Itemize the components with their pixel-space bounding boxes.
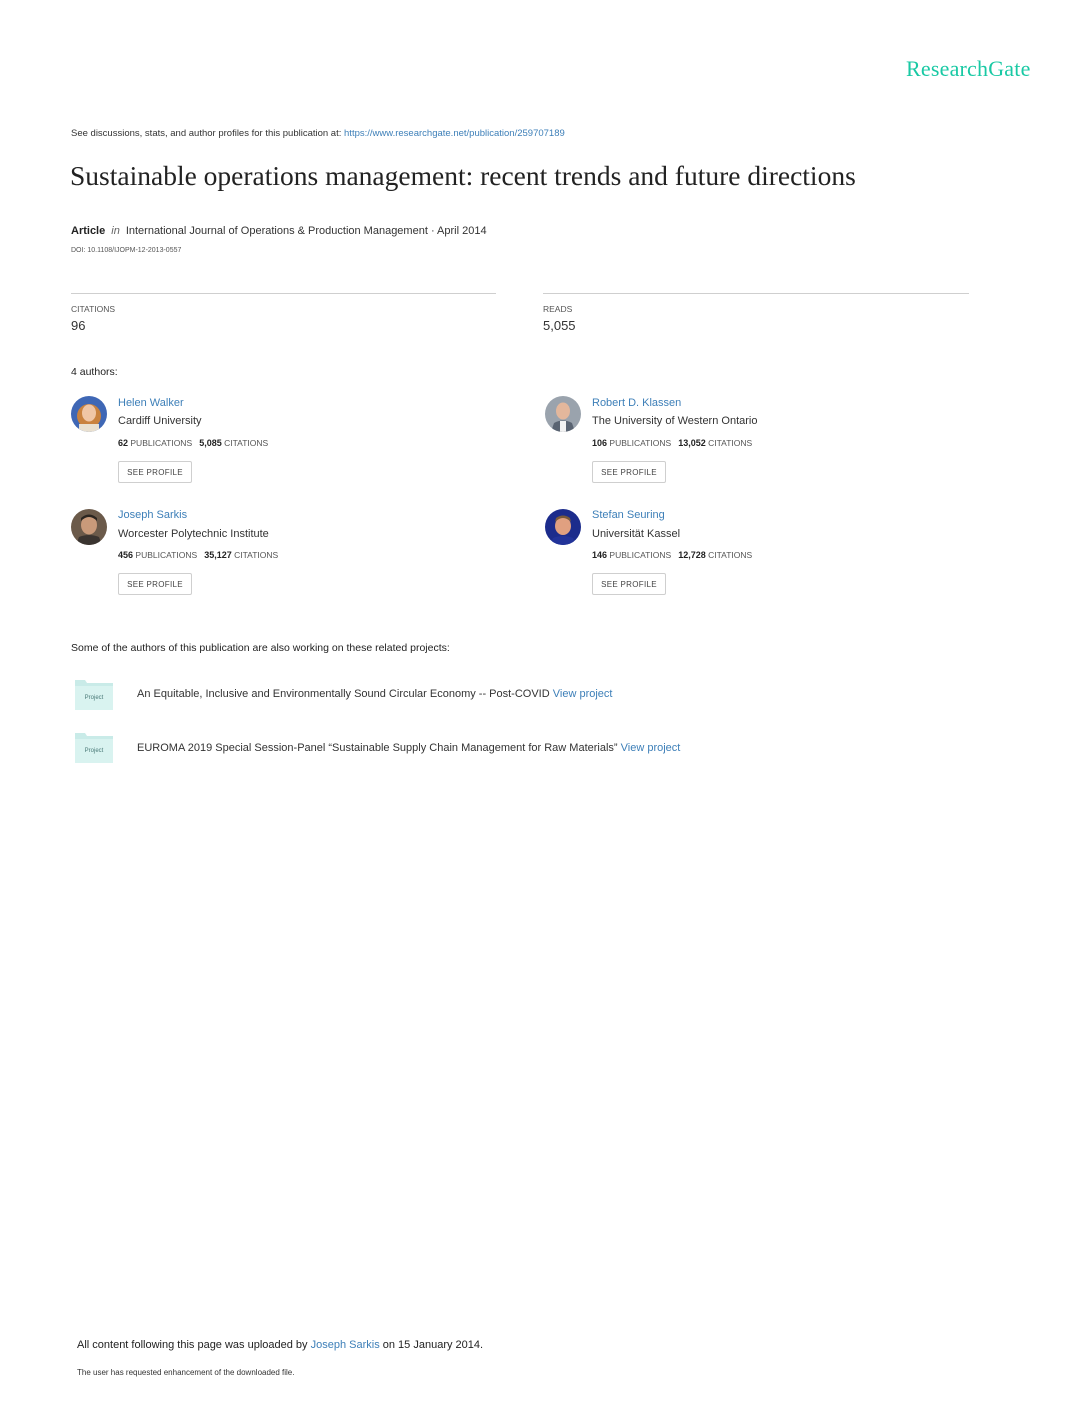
doi: DOI: 10.1108/IJOPM-12-2013-0557 xyxy=(71,247,182,254)
person-avatar-icon[interactable] xyxy=(545,509,581,545)
publications-label: PUBLICATIONS xyxy=(609,438,672,448)
person-avatar-icon[interactable] xyxy=(71,509,107,545)
person-avatar-icon[interactable] xyxy=(71,396,107,432)
author-name-link[interactable]: Stefan Seuring xyxy=(592,509,665,521)
publication-url-link[interactable]: https://www.researchgate.net/publication/259707189 xyxy=(344,128,565,139)
author-stats xyxy=(118,550,278,560)
publications-count: 146 xyxy=(592,550,608,560)
project-item xyxy=(137,688,612,700)
authors-header: 4 authors: xyxy=(71,366,118,378)
reads-divider xyxy=(543,293,969,294)
author-stats xyxy=(118,438,268,448)
person-avatar-icon[interactable] xyxy=(545,396,581,432)
publications-label: PUBLICATIONS xyxy=(135,550,198,560)
publication-type: Article xyxy=(71,225,106,237)
related-projects-header: Some of the authors of this publication are also working on these related projects: xyxy=(71,642,450,654)
publications-label: PUBLICATIONS xyxy=(130,438,193,448)
uploader-link[interactable]: Joseph Sarkis xyxy=(310,1339,380,1351)
see-profile-button[interactable]: SEE PROFILE xyxy=(592,573,666,595)
citations-label: CITATIONS xyxy=(71,304,116,314)
author-name-link[interactable]: Helen Walker xyxy=(118,397,184,409)
view-project-link[interactable]: View project xyxy=(552,688,613,700)
citations-divider xyxy=(71,293,496,294)
project-title: An Equitable, Inclusive and Environmentally Sound Circular Economy -- Post-COVID xyxy=(137,688,553,700)
publication-meta xyxy=(71,225,487,237)
project-icon-label: Project xyxy=(84,748,104,754)
enhancement-note: The user has requested enhancement of the downloaded file. xyxy=(77,1368,295,1377)
upload-suffix: on 15 January 2014. xyxy=(379,1339,484,1351)
citations-value: 96 xyxy=(71,318,86,333)
author-name-link[interactable]: Robert D. Klassen xyxy=(592,397,682,409)
upload-prefix: All content following this page was uploaded by xyxy=(77,1339,311,1351)
reads-value: 5,055 xyxy=(543,318,576,333)
reads-label: READS xyxy=(543,304,573,314)
project-icon-label: Project xyxy=(84,695,104,701)
author-institution: Universität Kassel xyxy=(592,528,681,540)
publication-title: Sustainable operations management: recent trends and future directions xyxy=(70,160,856,191)
citations-label: CITATIONS xyxy=(708,438,753,448)
author-stats xyxy=(592,550,752,560)
citations-label: CITATIONS xyxy=(708,550,753,560)
publications-label: PUBLICATIONS xyxy=(609,550,672,560)
citations-count: 5,085 xyxy=(199,438,222,448)
researchgate-logo[interactable]: ResearchGate xyxy=(906,56,1031,81)
publications-count: 106 xyxy=(592,438,608,448)
see-profile-button[interactable]: SEE PROFILE xyxy=(118,461,192,483)
upload-info xyxy=(77,1339,483,1351)
publications-count: 62 xyxy=(118,438,129,448)
project-item xyxy=(137,742,680,754)
view-project-link[interactable]: View project xyxy=(620,742,681,754)
author-institution: The University of Western Ontario xyxy=(592,415,758,427)
author-stats xyxy=(592,438,752,448)
author-institution: Worcester Polytechnic Institute xyxy=(118,528,269,540)
project-title: EUROMA 2019 Special Session-Panel “Sustainable Supply Chain Management for Raw Materials” xyxy=(137,742,621,754)
project-folder-icon xyxy=(75,731,113,763)
publication-source-line xyxy=(71,128,565,139)
publications-count: 456 xyxy=(118,550,134,560)
citations-count: 12,728 xyxy=(678,550,706,560)
see-profile-button[interactable]: SEE PROFILE xyxy=(118,573,192,595)
project-folder-icon xyxy=(75,678,113,710)
in-word: in xyxy=(111,225,120,237)
source-prefix: See discussions, stats, and author profiles for this publication at: xyxy=(71,128,345,139)
journal-date: International Journal of Operations & Production Management · April 2014 xyxy=(125,225,487,237)
citations-count: 13,052 xyxy=(678,438,706,448)
citations-label: CITATIONS xyxy=(234,550,279,560)
author-institution: Cardiff University xyxy=(118,415,202,427)
author-name-link[interactable]: Joseph Sarkis xyxy=(118,509,188,521)
see-profile-button[interactable]: SEE PROFILE xyxy=(592,461,666,483)
citations-label: CITATIONS xyxy=(224,438,269,448)
citations-count: 35,127 xyxy=(204,550,232,560)
